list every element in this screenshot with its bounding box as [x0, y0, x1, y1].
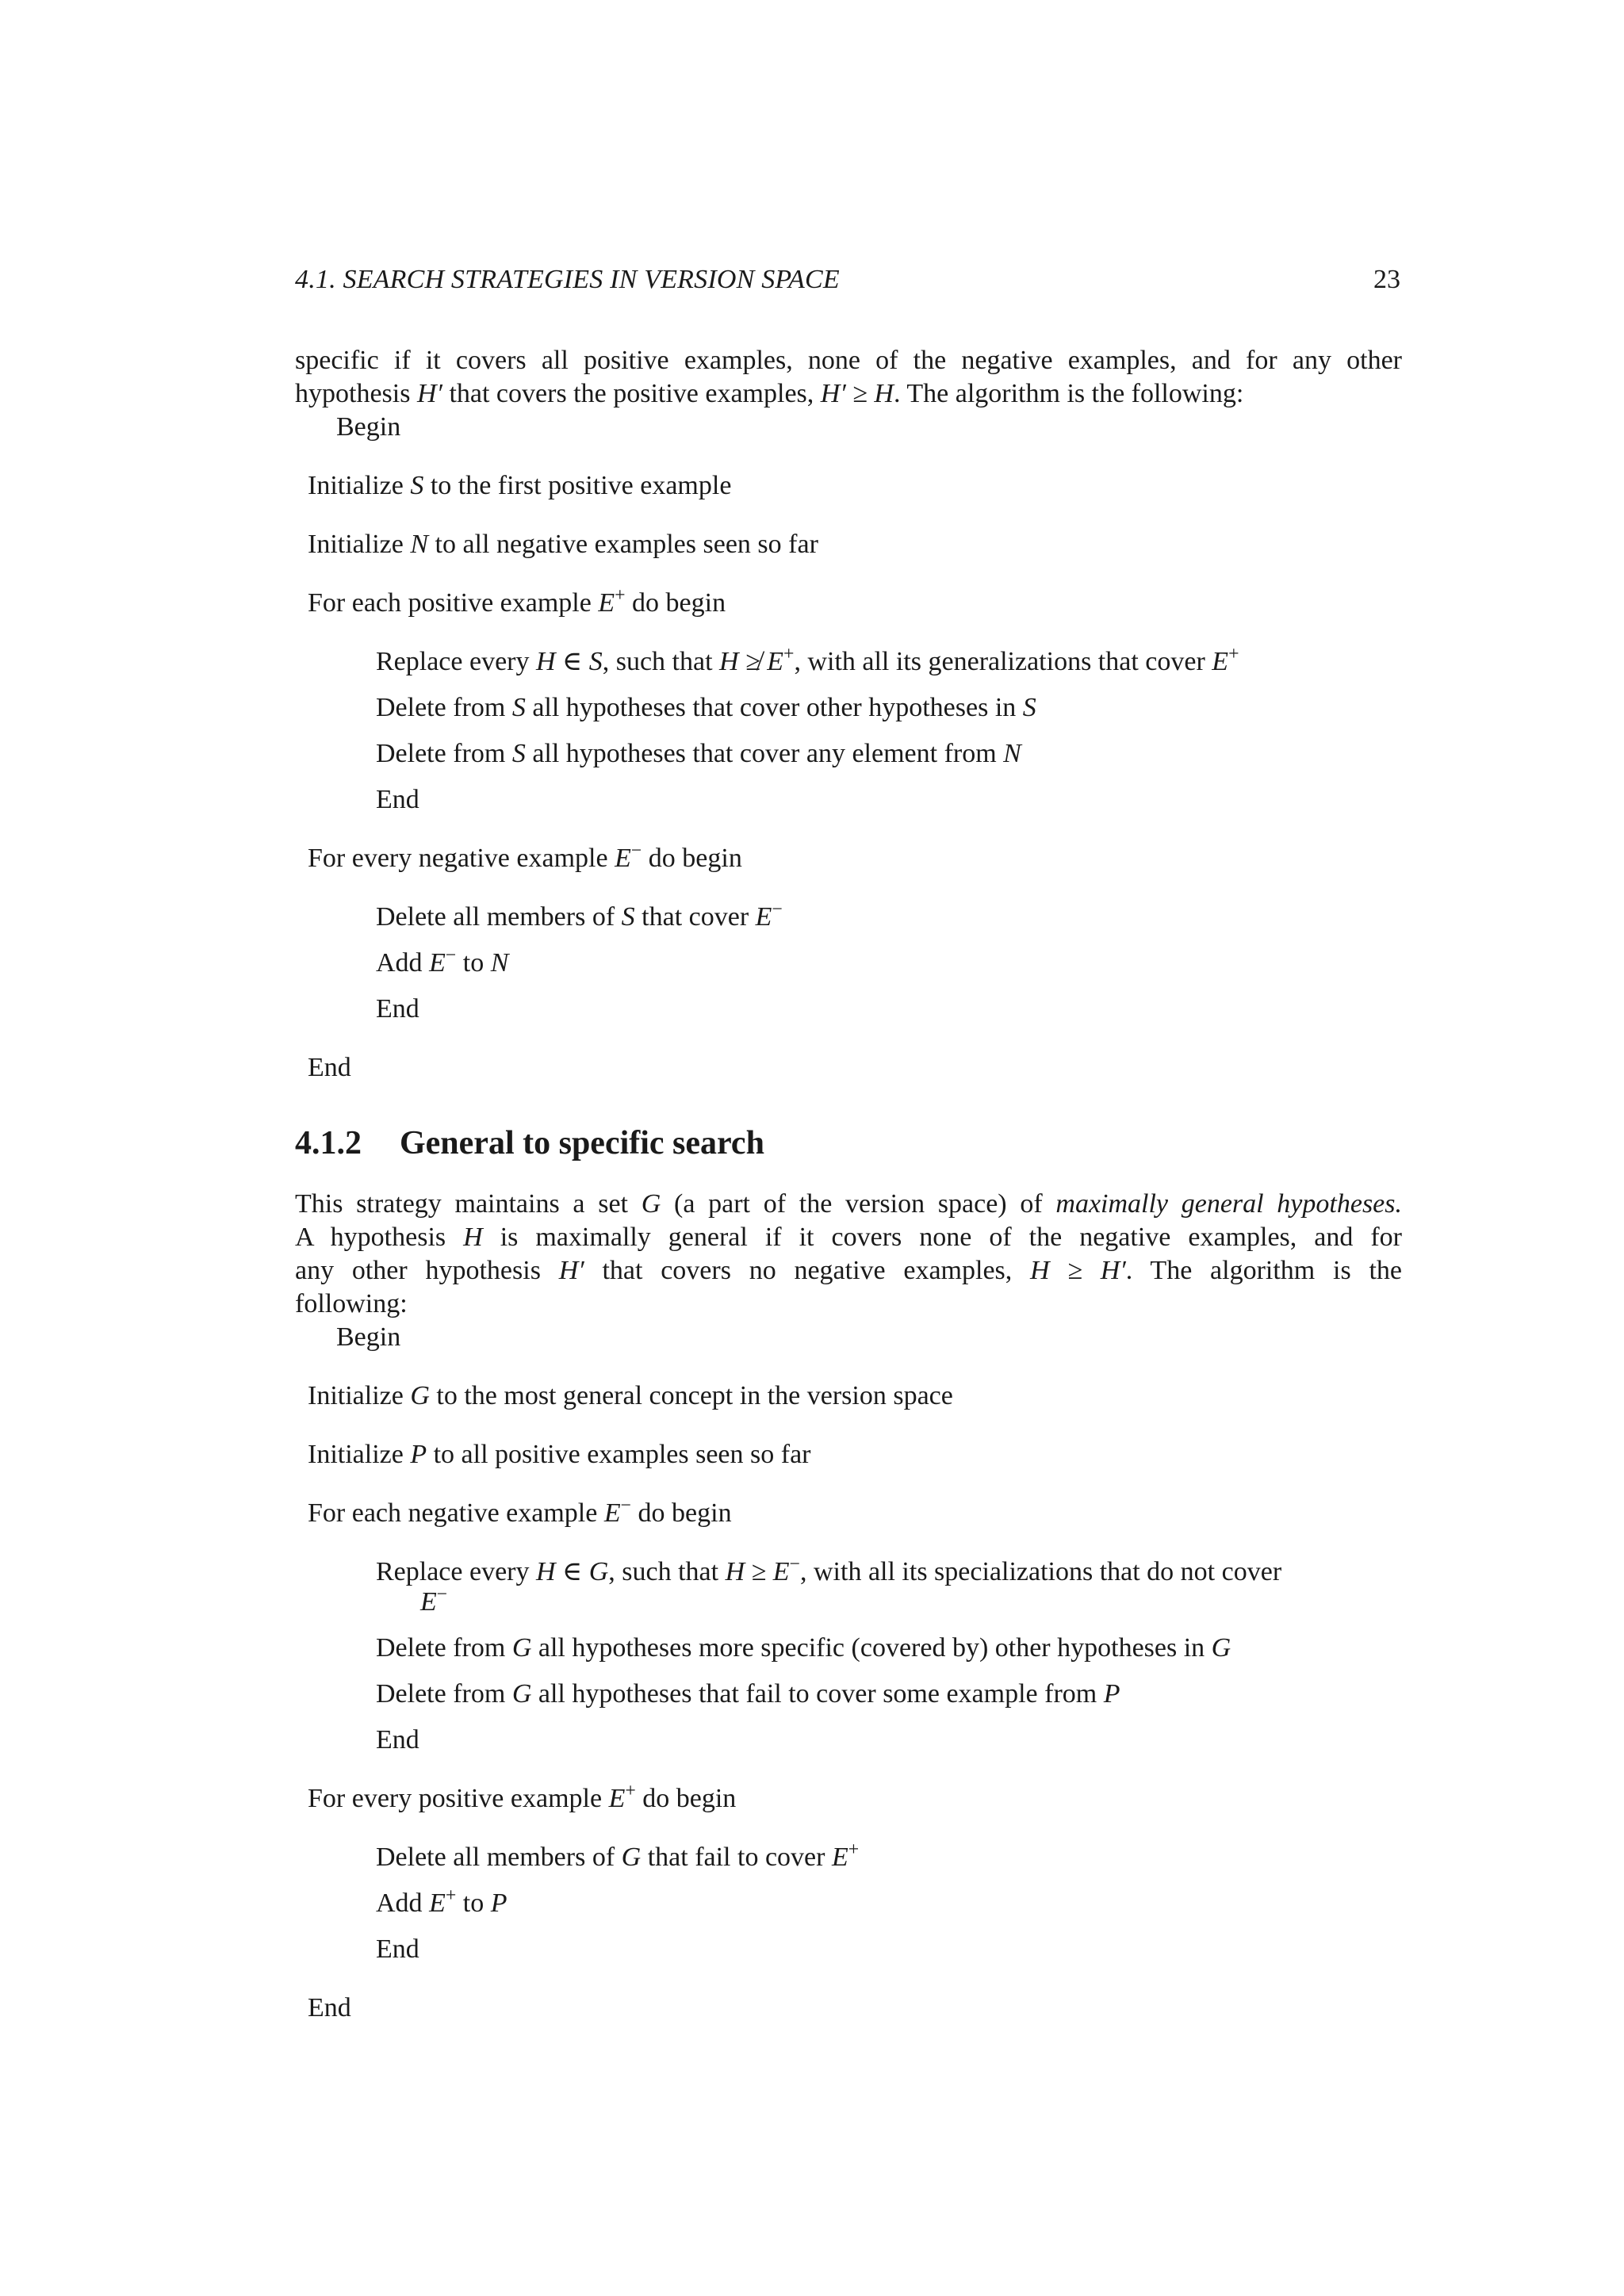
alg1-step-foreach-positive: For each positive example E+ do begin — [308, 584, 726, 618]
paragraph-intro — [295, 344, 1402, 411]
alg2-step-init-g: Initialize G to the most general concept in the version space — [308, 1381, 953, 1410]
section-number: 4.1.2 — [295, 1125, 362, 1161]
alg1-inner-end2: End — [376, 994, 419, 1024]
alg2-step-forevery-positive: For every positive example E+ do begin — [308, 1780, 737, 1813]
alg1-inner-delete-covering: Delete from S all hypotheses that cover other hypotheses in S — [376, 693, 1036, 722]
alg2-inner-replace: Replace every H ∈ G, such that H ≥ E−, with all its specializations that do not cover — [376, 1553, 1282, 1586]
text-line: hypothesis H′ that covers the positive examples, H′ ≥ H. The algorithm is the following: — [295, 379, 1244, 408]
text-line: following: — [295, 1289, 408, 1318]
section-title: General to specific search — [400, 1125, 764, 1161]
alg1-step-forevery-negative: For every negative example E− do begin — [308, 840, 742, 873]
alg2-inner-end: End — [376, 1725, 419, 1755]
alg1-end: End — [308, 1053, 351, 1082]
text-line: any other hypothesis H′ that covers no negative examples, H ≥ H′. The algorithm is the — [295, 1256, 1402, 1285]
alg2-inner-delete-specific: Delete from G all hypotheses more specific (covered by) other hypotheses in G — [376, 1633, 1231, 1663]
alg2-inner-delete-fail: Delete from G all hypotheses that fail to cover some example from P — [376, 1679, 1120, 1709]
alg2-inner-replace-cont: E− — [420, 1583, 448, 1617]
alg1-begin: Begin — [336, 412, 401, 442]
alg2-step-init-p: Initialize P to all positive examples seen so far — [308, 1440, 811, 1469]
alg1-inner-end: End — [376, 785, 419, 814]
alg2-step-foreach-negative: For each negative example E− do begin — [308, 1494, 732, 1528]
alg1-step-init-n: Initialize N to all negative examples seen so far — [308, 530, 818, 559]
alg2-end: End — [308, 1993, 351, 2022]
section-heading — [295, 1124, 764, 1162]
text-line: specific if it covers all positive examples, none of the negative examples, and for any other — [295, 346, 1402, 375]
alg2-inner-end2: End — [376, 1934, 419, 1964]
alg1-inner-delete-members: Delete all members of S that cover E− — [376, 898, 783, 932]
alg2-begin: Begin — [336, 1322, 401, 1352]
alg1-inner-delete-element: Delete from S all hypotheses that cover any element from N — [376, 739, 1021, 768]
alg1-step-init-s: Initialize S to the first positive example — [308, 471, 732, 500]
alg1-inner-replace: Replace every H ∈ S, such that H ≱ E+, with all its generalizations that cover E+ — [376, 643, 1239, 676]
page-number: 23 — [1373, 265, 1400, 294]
alg2-inner-delete-members: Delete all members of G that fail to cover E+ — [376, 1839, 860, 1872]
alg2-inner-add: Add E+ to P — [376, 1885, 508, 1918]
paragraph-strategy — [295, 1188, 1402, 1321]
alg1-inner-add: Add E− to N — [376, 944, 509, 978]
text-line: This strategy maintains a set G (a part of the version space) of maximally general hypotheses. — [295, 1189, 1402, 1219]
text-line: A hypothesis H is maximally general if it covers none of the negative examples, and for — [295, 1223, 1403, 1252]
running-header: 4.1. SEARCH STRATEGIES IN VERSION SPACE — [295, 265, 840, 294]
